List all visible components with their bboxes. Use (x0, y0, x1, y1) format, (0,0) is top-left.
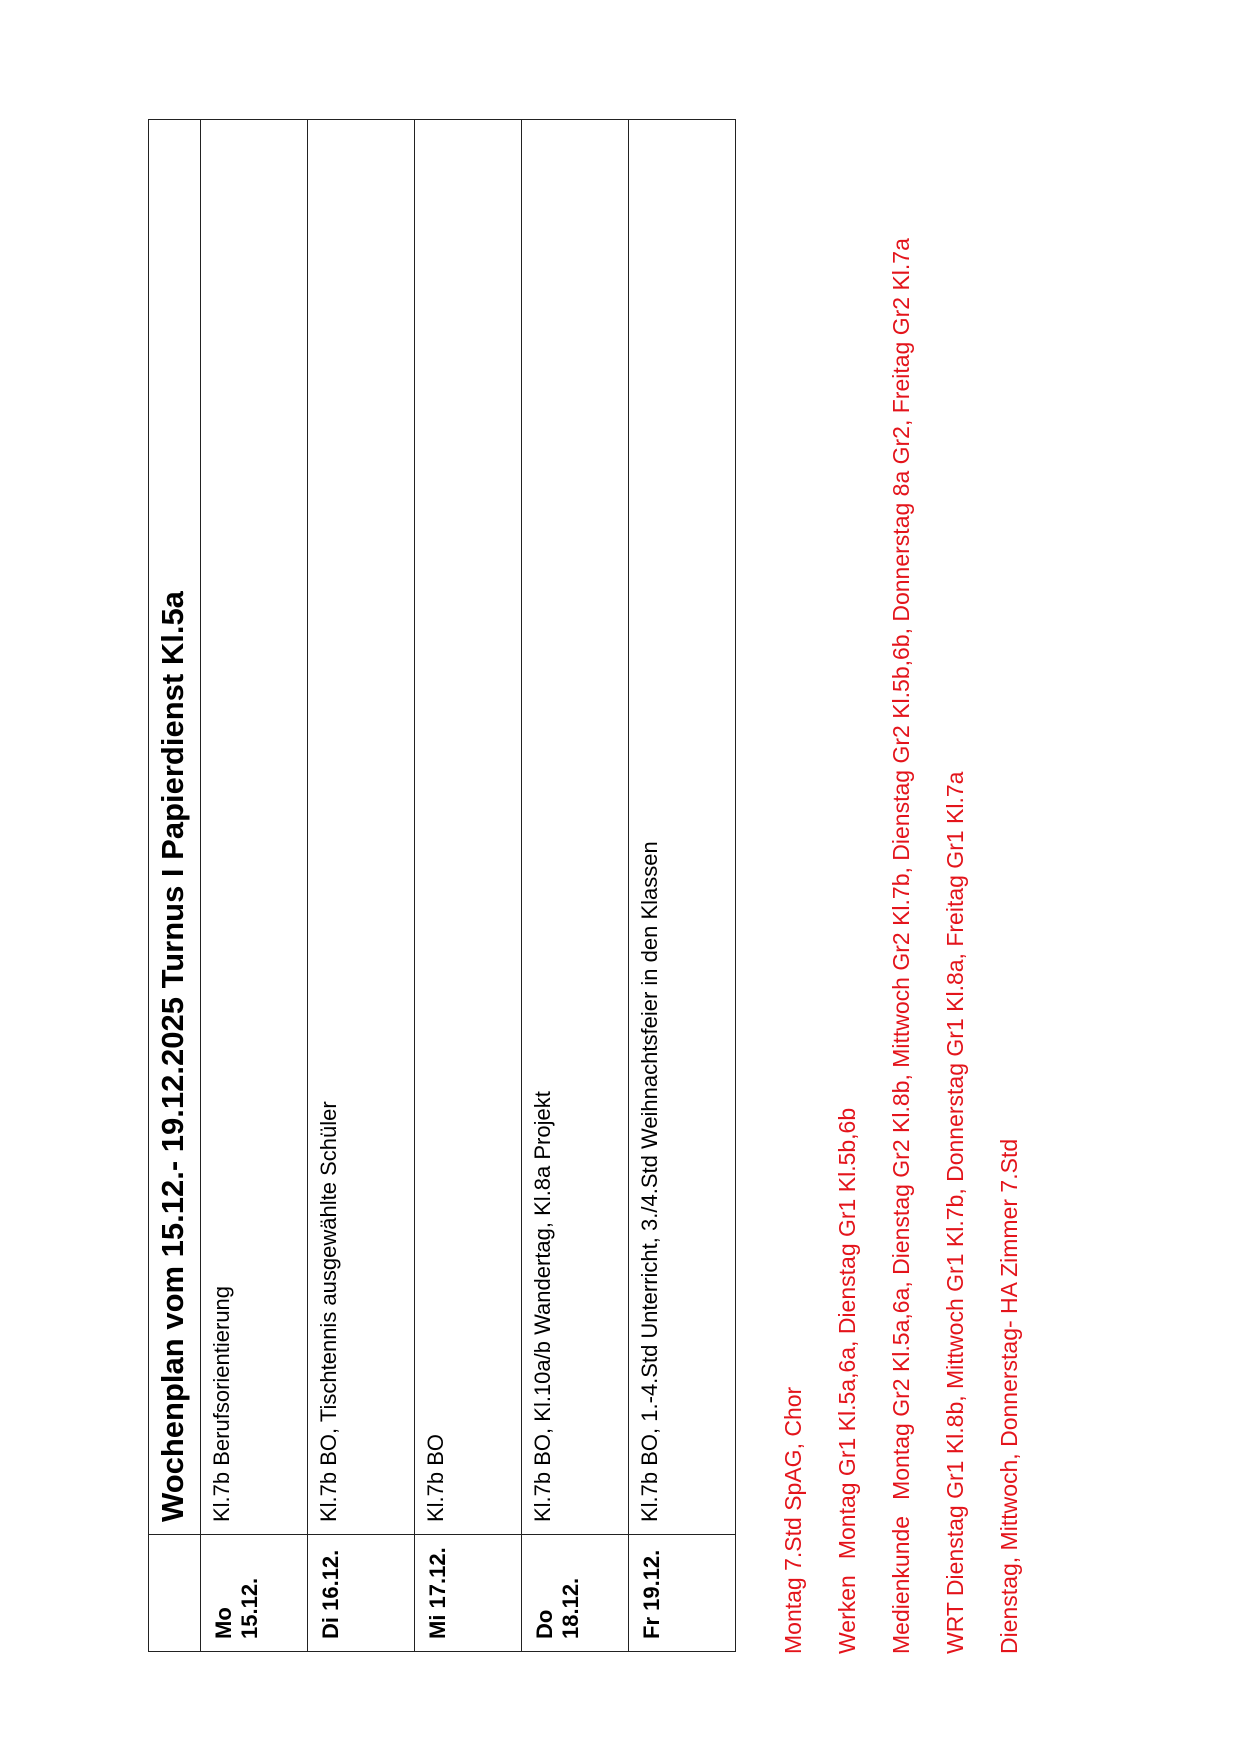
table-row (415, 120, 522, 1652)
table-row (308, 120, 415, 1652)
day-cell: Mi 17.12. (415, 1535, 522, 1652)
table-row (201, 120, 308, 1652)
note-werken (832, 114, 863, 1654)
day-cell: Fr 19.12. (629, 1535, 736, 1652)
note-ha: Dienstag, Mittwoch, Donnerstag- HA Zimmer 7.Std (996, 1138, 1022, 1654)
table-row (629, 120, 736, 1652)
header-empty-cell (149, 1535, 201, 1652)
page-title: Wochenplan vom 15.12.- 19.12.2025 Turnus I Papierdienst Kl.5a (149, 120, 201, 1535)
day-cell: Do 18.12. (522, 1535, 629, 1652)
day-cell: Mo 15.12. (201, 1535, 308, 1652)
events-cell: Kl.7b BO, Kl.10a/b Wandertag, Kl.8a Projekt (522, 120, 629, 1535)
note-medienkunde (886, 114, 917, 1654)
events-cell: Kl.7b BO, Tischtennis ausgewählte Schüler (308, 120, 415, 1535)
note-wrt: WRT Dienstag Gr1 Kl.8b, Mittwoch Gr1 Kl.7b, Donnerstag Gr1 Kl.8a, Freitag Gr1 Kl.7a (942, 771, 968, 1654)
note-spag: Montag 7.Std SpAG, Chor (780, 1386, 806, 1654)
notes-section (778, 114, 1048, 1654)
note-werken-text: Montag Gr1 Kl.5a,6a, Dienstag Gr1 Kl.5b,6b (834, 1107, 860, 1560)
events-cell: Kl.7b Berufsorientierung (201, 120, 308, 1535)
events-cell: Kl.7b BO, 1.-4.Std Unterricht, 3./4.Std Weihnachtsfeier in den Klassen (629, 120, 736, 1535)
note-medienkunde-text: Montag Gr2 Kl.5a,6a, Dienstag Gr2 Kl.8b, Mittwoch Gr2 Kl.7b, Dienstag Gr2 Kl.5b,6b, Donnerstag 8a Gr2, Freitag Gr2 Kl.7a (888, 238, 914, 1500)
note-medienkunde-label: Medienkunde (888, 1515, 914, 1654)
events-cell: Kl.7b BO (415, 120, 522, 1535)
weekly-plan-table (148, 119, 736, 1652)
day-cell: Di 16.12. (308, 1535, 415, 1652)
table-header-row (149, 120, 201, 1652)
note-werken-label: Werken (834, 1575, 860, 1654)
table-row (522, 120, 629, 1652)
